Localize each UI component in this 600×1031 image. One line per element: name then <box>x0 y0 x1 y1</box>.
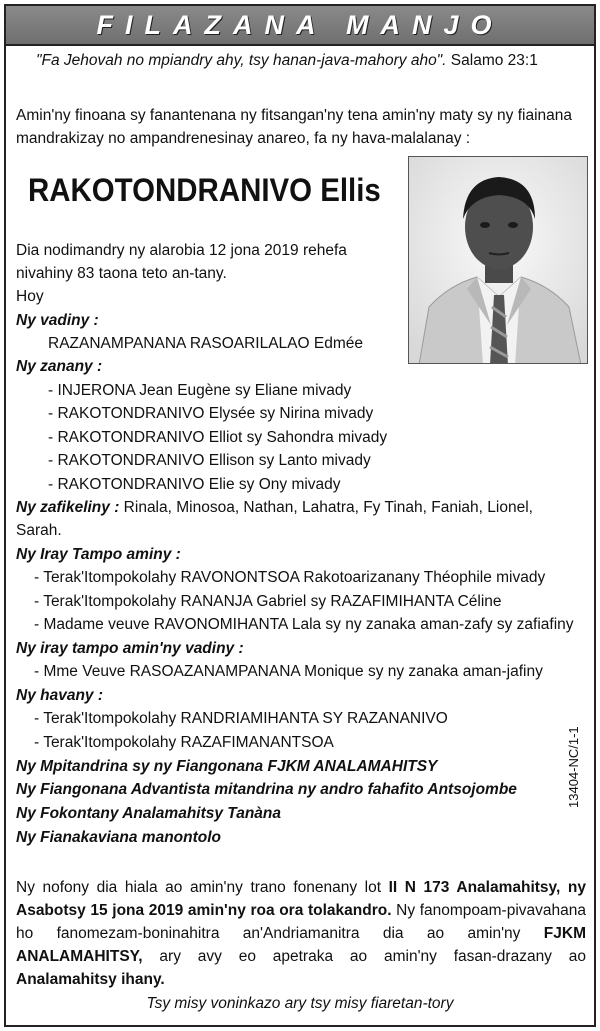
closing-note: Tsy misy voninkazo ary tsy misy fiaretan-tory <box>146 995 454 1012</box>
funeral-text: Ny nofony dia hiala ao amin'ny trano fonenany lot <box>16 879 389 896</box>
funeral-text: ary avy eo apetraka ao amin'ny fasan-drazany ao <box>142 948 586 965</box>
deceased-photo <box>408 156 588 364</box>
funeral-paragraph <box>16 876 586 991</box>
list-item: - RAKOTONDRANIVO Ellison sy Lanto mivady <box>48 452 371 469</box>
list-item: - Terak'Itompokolahy RAZAFIMANANTSOA <box>34 734 334 751</box>
community-line: Ny Fokontany Analamahitsy Tanàna <box>16 805 281 822</box>
funeral-burial-place: Analamahitsy ihany. <box>16 971 165 988</box>
verse-quote: "Fa Jehovah no mpiandry ahy, tsy hanan-java-mahory aho". <box>36 52 447 69</box>
list-item: - RAKOTONDRANIVO Elysée sy Nirina mivady <box>48 405 374 422</box>
grandchildren-names: Rinala, Minosoa, Nathan, Lahatra, Fy Tinah, Faniah, Lionel, <box>119 499 533 516</box>
funeral-date-location: II N 173 Analamahitsy, ny Asabotsy 15 jona 2019 amin'ny roa ora tolakandro. <box>16 879 586 919</box>
list-item: - Terak'Itompokolahy RANANJA Gabriel sy RAZAFIMIHANTA Céline <box>34 593 502 610</box>
grandchildren-line-2: Sarah. <box>16 522 62 539</box>
community-line: Ny Mpitandrina sy ny Fiangonana FJKM ANALAMAHITSY <box>16 758 438 775</box>
death-line-3: Hoy <box>16 288 44 305</box>
children-heading: Ny zanany : <box>16 358 103 375</box>
bible-verse <box>36 51 538 71</box>
death-line-1: Dia nodimandry ny alarobia 12 jona 2019 rehefa <box>16 242 347 259</box>
verse-reference: Salamo 23:1 <box>446 52 538 69</box>
list-item: - Madame veuve RAVONOMIHANTA Lala sy ny zanaka aman-zafy sy zafiafiny <box>34 616 574 633</box>
list-item: - RAKOTONDRANIVO Elie sy Ony mivady <box>48 476 341 493</box>
list-item: - Terak'Itompokolahy RAVONONTSOA Rakotoarizanany Théophile mivady <box>34 569 546 586</box>
spouse-heading: Ny vadiny : <box>16 312 99 329</box>
funeral-church: FJKM ANALAMAHITSY, <box>16 925 586 965</box>
community-line: Ny Fiangonana Advantista mitandrina ny andro fahafito Antsojombe <box>16 781 517 798</box>
list-item: - RAKOTONDRANIVO Elliot sy Sahondra mivady <box>48 429 388 446</box>
grandchildren-line-1 <box>16 498 533 518</box>
notice-title: FILAZANA MANJO <box>96 9 504 40</box>
header-banner <box>6 6 594 46</box>
list-item: - Mme Veuve RASOAZANAMPANANA Monique sy ny zanaka aman-jafiny <box>34 663 543 680</box>
grandchildren-heading: Ny zafikeliny : <box>16 499 120 516</box>
funeral-text: Ny fanompoam-pivavahana ho fanomezam-boninahitra an'Andriamanitra dia ao amin'ny <box>16 902 587 942</box>
list-item: - Terak'Itompokolahy RANDRIAMIHANTA SY RAZANANIVO <box>34 710 448 727</box>
relatives-heading: Ny havany : <box>16 687 104 704</box>
spouse-siblings-heading: Ny iray tampo amin'ny vadiny : <box>16 640 244 657</box>
intro-line-1: Amin'ny finoana sy fanantenana ny fitsangan'ny tena amin'ny maty sy ny fiainana <box>16 107 573 124</box>
deceased-name: RAKOTONDRANIVO Ellis <box>28 172 381 208</box>
community-line: Ny Fianakaviana manontolo <box>16 829 221 846</box>
intro-line-2: mandrakizay no ampandrenesinay anareo, fa ny hava-malalanay : <box>16 130 471 147</box>
list-item: - INJERONA Jean Eugène sy Eliane mivady <box>48 382 352 399</box>
death-line-2: nivahiny 83 taona teto an-tany. <box>16 265 227 282</box>
spouse-name: RAZANAMPANANA RASOARILALAO Edmée <box>48 335 363 352</box>
siblings-heading: Ny Iray Tampo aminy : <box>16 546 181 563</box>
reference-code: 13404-NC/1-1 <box>566 726 581 808</box>
portrait-image <box>409 157 588 364</box>
